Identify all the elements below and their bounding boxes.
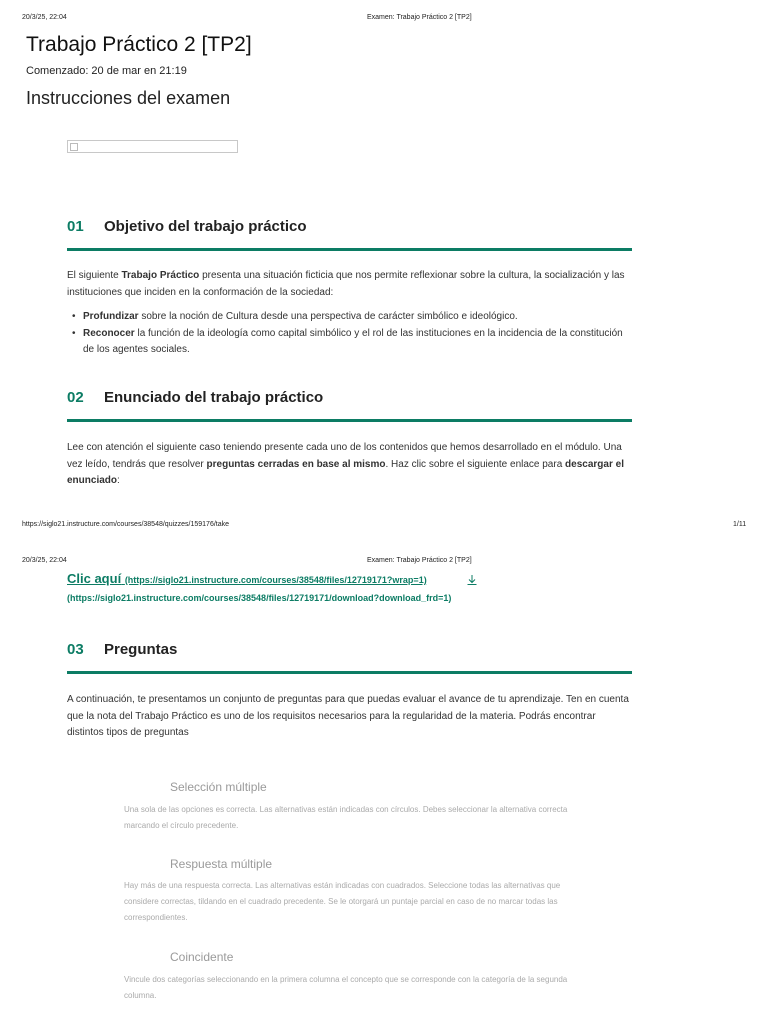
qtype-description: Hay más de una respuesta correcta. Las alternativas están indicadas con cuadrados. Seleccione todas las alternativas que considere correctas, tildando en el cuadrado precedente. Se le otorgará un puntaje parcial en caso de no marcar todas las correspondientes. (124, 881, 561, 922)
print-page-number: 1/11 (733, 521, 747, 528)
page-break (0, 531, 768, 543)
section-number: 02 (67, 389, 84, 406)
list-item: • Reconocer la función de la ideología como capital simbólico y el rol de las instituciones en la incidencia de la constitución de los agentes sociales. (72, 326, 627, 359)
print-doc-title: Examen: Trabajo Práctico 2 [TP2] (367, 557, 472, 564)
section-03-paragraph: A continuación, te presentamos un conjunto de preguntas para que puedas evaluar el avance de tu aprendizaje. Ten en cuenta que la nota del Trabajo Práctico es uno de los requisitos necesarios para la regularidad de la materia. Podrás encontrar distintos tipos de preguntas (67, 694, 629, 738)
section-divider (67, 671, 632, 674)
download-url-link[interactable]: (https://siglo21.instructure.com/courses/38548/files/12719171/download?download_frd=1) (67, 593, 452, 603)
section-title: Preguntas (104, 641, 178, 658)
started-timestamp: Comenzado: 20 de mar en 21:19 (26, 65, 187, 77)
section-02-paragraph: Lee con atención el siguiente caso teniendo presente cada uno de los contenidos que hemos desarrollado en el módulo. Una vez leído, tendrás que resolver preguntas cerradas en base al mismo. Haz clic sobre el siguiente enlace para descargar el enunciado: (67, 442, 624, 486)
section-01-paragraph: El siguiente Trabajo Práctico presenta una situación ficticia que nos permite reflexionar sobre la cultura, la socialización y las instituciones que inciden en la conformación de la sociedad: (67, 270, 625, 298)
objectives-list (72, 309, 627, 359)
section-number: 01 (67, 218, 84, 235)
qtype-description: Una sola de las opciones es correcta. Las alternativas están indicadas con círculos. Debes seleccionar la alternativa correcta marcando el círculo precedente. (124, 805, 568, 830)
section-number: 03 (67, 641, 84, 658)
section-title: Enunciado del trabajo práctico (104, 389, 324, 406)
print-footer-url: https://siglo21.instructure.com/courses/38548/quizzes/159176/take (22, 521, 230, 528)
print-datetime: 20/3/25, 22:04 (22, 14, 67, 21)
section-divider (67, 419, 632, 422)
broken-image (67, 140, 238, 153)
print-doc-title: Examen: Trabajo Práctico 2 [TP2] (367, 14, 472, 21)
list-item: • Profundizar sobre la noción de Cultura desde una perspectiva de carácter simbólico e ideológico. (72, 309, 627, 326)
download-statement-link[interactable]: Clic aquí (https://siglo21.instructure.com/courses/38548/files/12719171?wrap=1) (67, 571, 427, 586)
section-divider (67, 248, 632, 251)
qtype-description: Vincule dos categorías seleccionando en la primera columna el concepto que se corresponde con la categoría de la segunda columna. (124, 975, 568, 1000)
download-icon[interactable] (466, 574, 478, 586)
section-title: Objetivo del trabajo práctico (104, 218, 307, 235)
qtype-title: Respuesta múltiple (170, 857, 273, 871)
instructions-heading: Instrucciones del examen (26, 88, 231, 108)
qtype-title: Selección múltiple (170, 780, 267, 794)
print-datetime: 20/3/25, 22:04 (22, 557, 67, 564)
page-title: Trabajo Práctico 2 [TP2] (26, 33, 252, 56)
qtype-title: Coincidente (170, 950, 234, 964)
